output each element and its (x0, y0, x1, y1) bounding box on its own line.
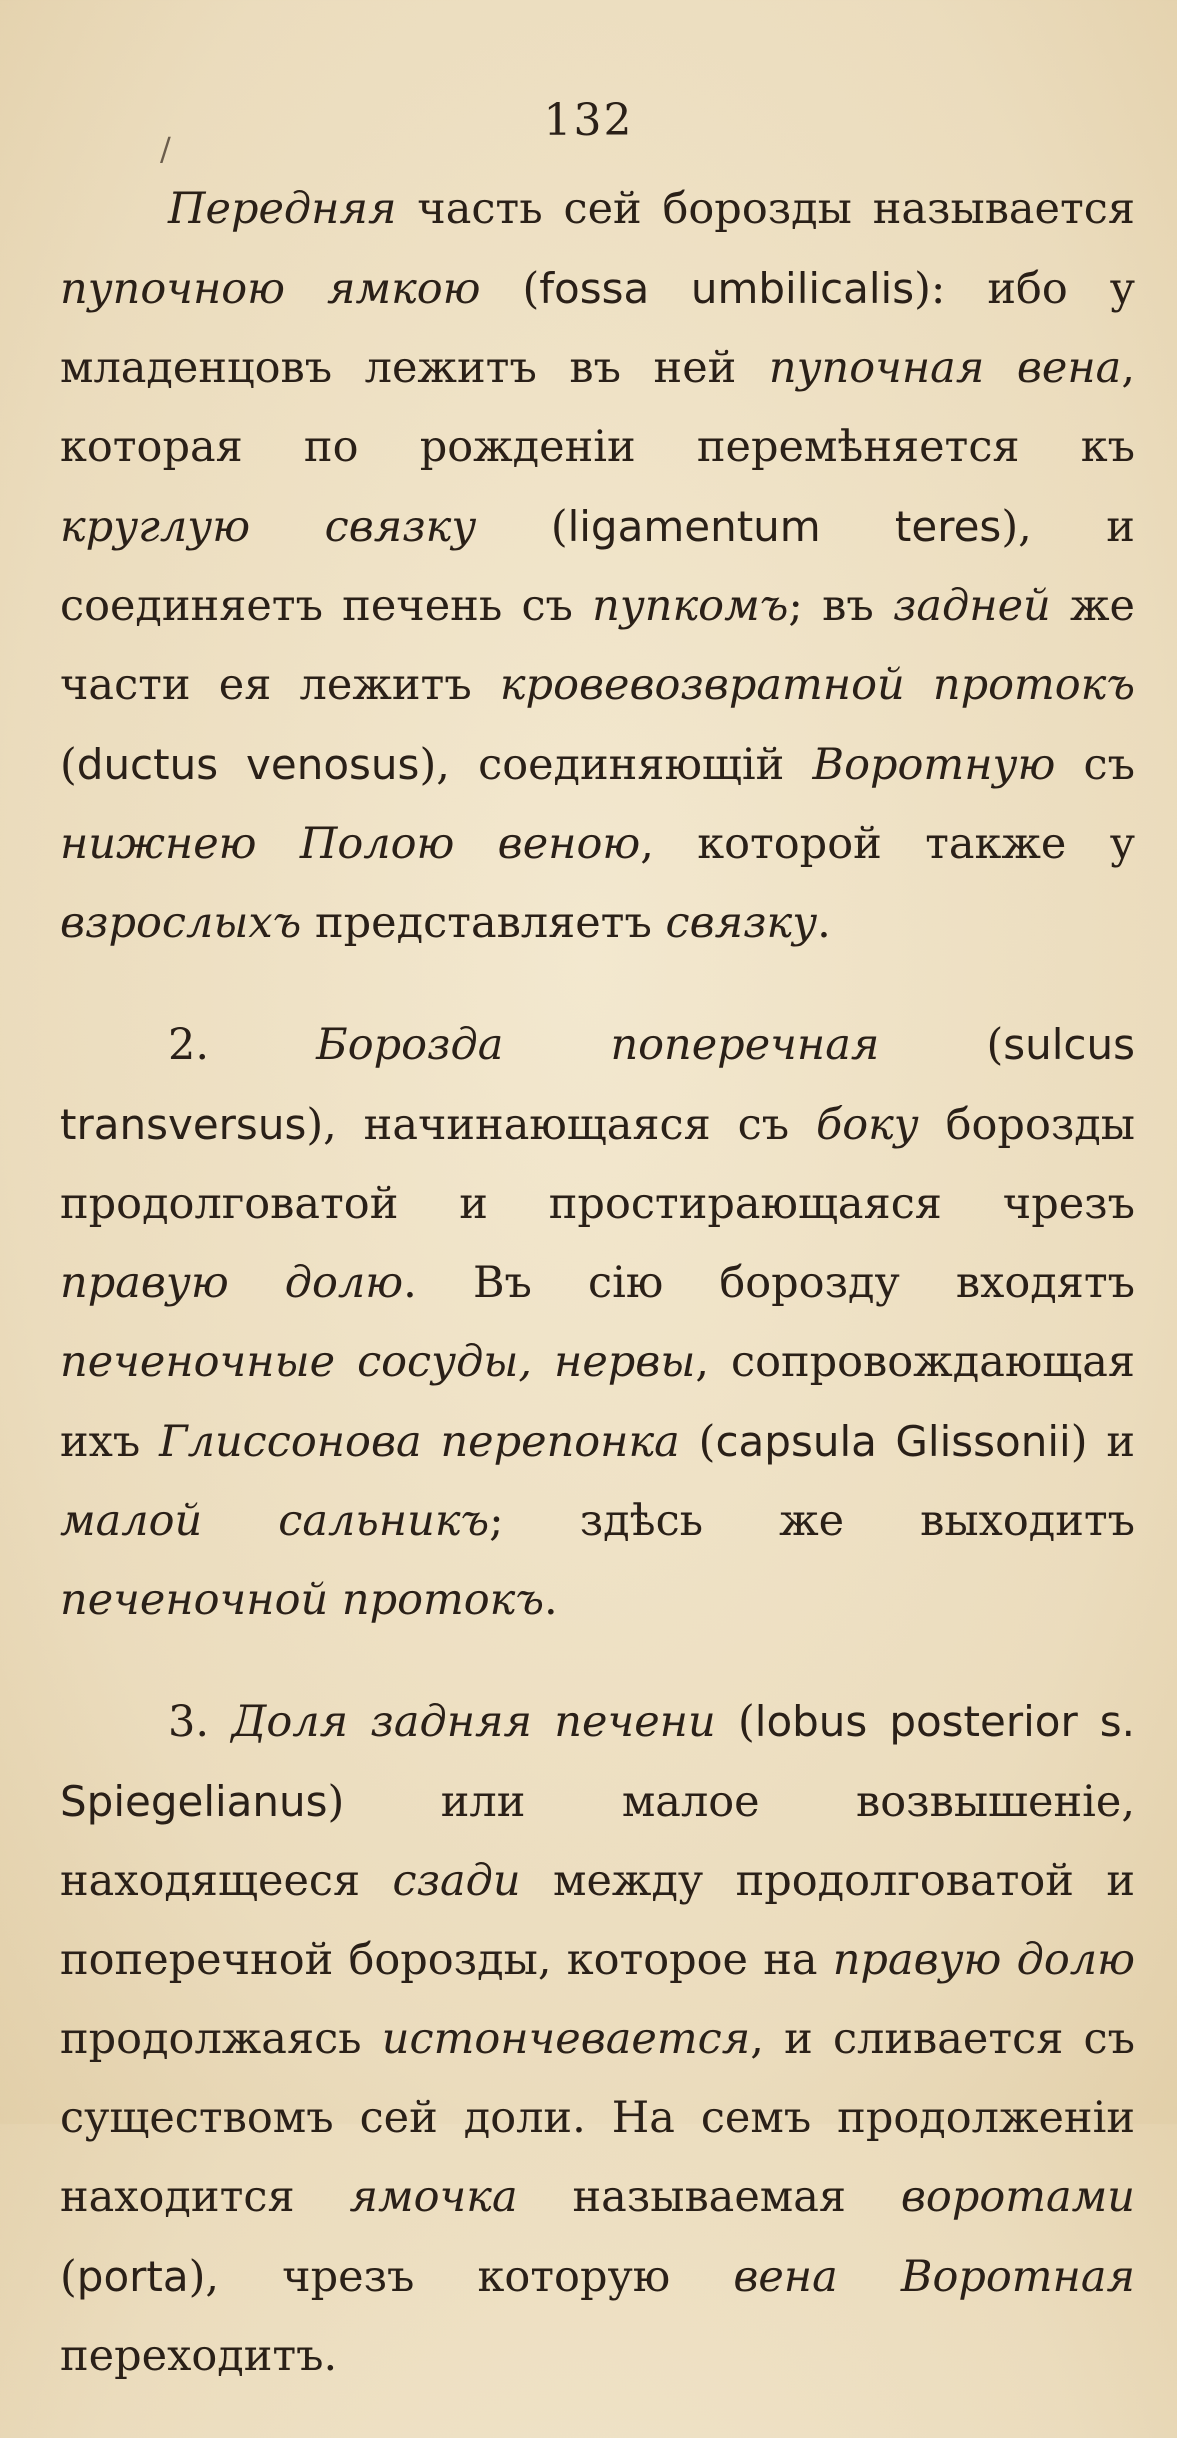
italic-term: сзади (392, 1856, 521, 1906)
text-run: . (543, 1575, 558, 1625)
text-run: называемая (517, 2172, 901, 2222)
page-number: 132 (543, 95, 634, 146)
italic-term: ямочка (349, 2172, 518, 2222)
text-run: , сопровождающая ихъ (60, 1337, 1135, 1467)
text-run: часть сей борозды называется (396, 184, 1135, 234)
text-run: ), и соединяетъ печень съ (60, 502, 1135, 631)
text-run: , и сливается съ существомъ сей доли. На семъ продолженiи находится (60, 2014, 1135, 2222)
italic-term: пупочная вена (768, 343, 1122, 393)
italic-term: вена Воротная (733, 2252, 1135, 2302)
italic-term: Доля задняя печени (231, 1697, 716, 1747)
italic-term: Передняя (168, 184, 397, 234)
paragraph-posterior-lobe (60, 1682, 1135, 2396)
text-run: между продолговатой и поперечной борозды, которое на (60, 1856, 1135, 1985)
italic-term: правую долю (60, 1258, 404, 1308)
italic-term: кровевозвратной протокъ (499, 660, 1135, 710)
text-run: переходитъ. (60, 2331, 338, 2381)
text-run: ( (60, 740, 77, 790)
text-run: ), соединяющiй (419, 740, 813, 790)
italic-term: задней (892, 581, 1051, 631)
paragraph-transverse-sulcus (60, 1005, 1135, 1640)
text-run: борозды продолговатой и простирающаяся чрезъ (60, 1100, 1135, 1229)
latin-term: lobus posterior s. Spiegelianus (60, 1697, 1135, 1826)
text-run: съ (1055, 740, 1135, 790)
text-run: продолжаясь (60, 2014, 382, 2064)
italic-term: правую долю (832, 1935, 1136, 1985)
italic-term: печеночные сосуды, нервы (60, 1337, 696, 1387)
text-run: , которой также у (640, 819, 1135, 869)
latin-term: ductus venosus (76, 740, 420, 789)
text-run: ( (480, 264, 540, 314)
text-run: ( (476, 502, 568, 552)
text-run: ) или малое возвышенiе, находящееся (60, 1777, 1135, 1906)
italic-term: воротами (900, 2172, 1135, 2222)
text-run: ; въ (788, 581, 893, 631)
italic-term: Борозда поперечная (316, 1020, 880, 1070)
body-text (60, 170, 1135, 2438)
text-run: представляетъ (301, 898, 666, 948)
latin-term: capsula Glissonii (715, 1417, 1071, 1466)
italic-term: Глиссонова перепонка (159, 1417, 680, 1467)
text-run: ), чрезъ которую (188, 2252, 734, 2302)
italic-term: нижнею Полою веною (60, 819, 641, 869)
text-run: , которая по рожденiи перемѣняется къ (60, 343, 1135, 472)
italic-term: печеночной протокъ (60, 1575, 544, 1625)
text-run: 3. (168, 1697, 232, 1747)
text-run: ( (679, 1417, 716, 1467)
text-run: . (817, 898, 831, 948)
margin-mark: / (160, 130, 171, 168)
italic-term: круглую связку (60, 502, 477, 552)
text-run: ; здѣсь же выходитъ (489, 1496, 1136, 1546)
italic-term: истончевается (381, 2014, 751, 2064)
latin-term: ligamentum teres (567, 502, 1002, 551)
italic-term: связку (665, 898, 818, 948)
italic-term: Воротную (812, 740, 1056, 790)
text-run: ( (60, 2252, 77, 2302)
text-run: ) и (1070, 1417, 1135, 1467)
italic-term: боку (815, 1100, 919, 1150)
italic-term: пупкомъ (592, 581, 789, 631)
latin-term: fossa umbilicalis (539, 264, 915, 313)
italic-term: взрослыхъ (60, 898, 302, 948)
text-run: ), начинающаяся съ (306, 1100, 816, 1150)
italic-term: малой сальникъ (60, 1496, 490, 1546)
latin-term: sulcus transversus (60, 1020, 1135, 1149)
text-run: . Въ сiю борозду входятъ (403, 1258, 1135, 1308)
text-run: 2. (168, 1020, 317, 1070)
text-run: ( (879, 1020, 1004, 1070)
text-run: же части ея лежитъ (60, 581, 1135, 710)
italic-term: пупочною ямкою (60, 264, 481, 314)
paragraph-umbilical-fossa (60, 170, 1135, 963)
text-run: ): ибо у младенцовъ лежитъ въ ней (60, 264, 1135, 393)
text-run: ( (715, 1697, 755, 1747)
latin-term: porta (76, 2252, 189, 2301)
